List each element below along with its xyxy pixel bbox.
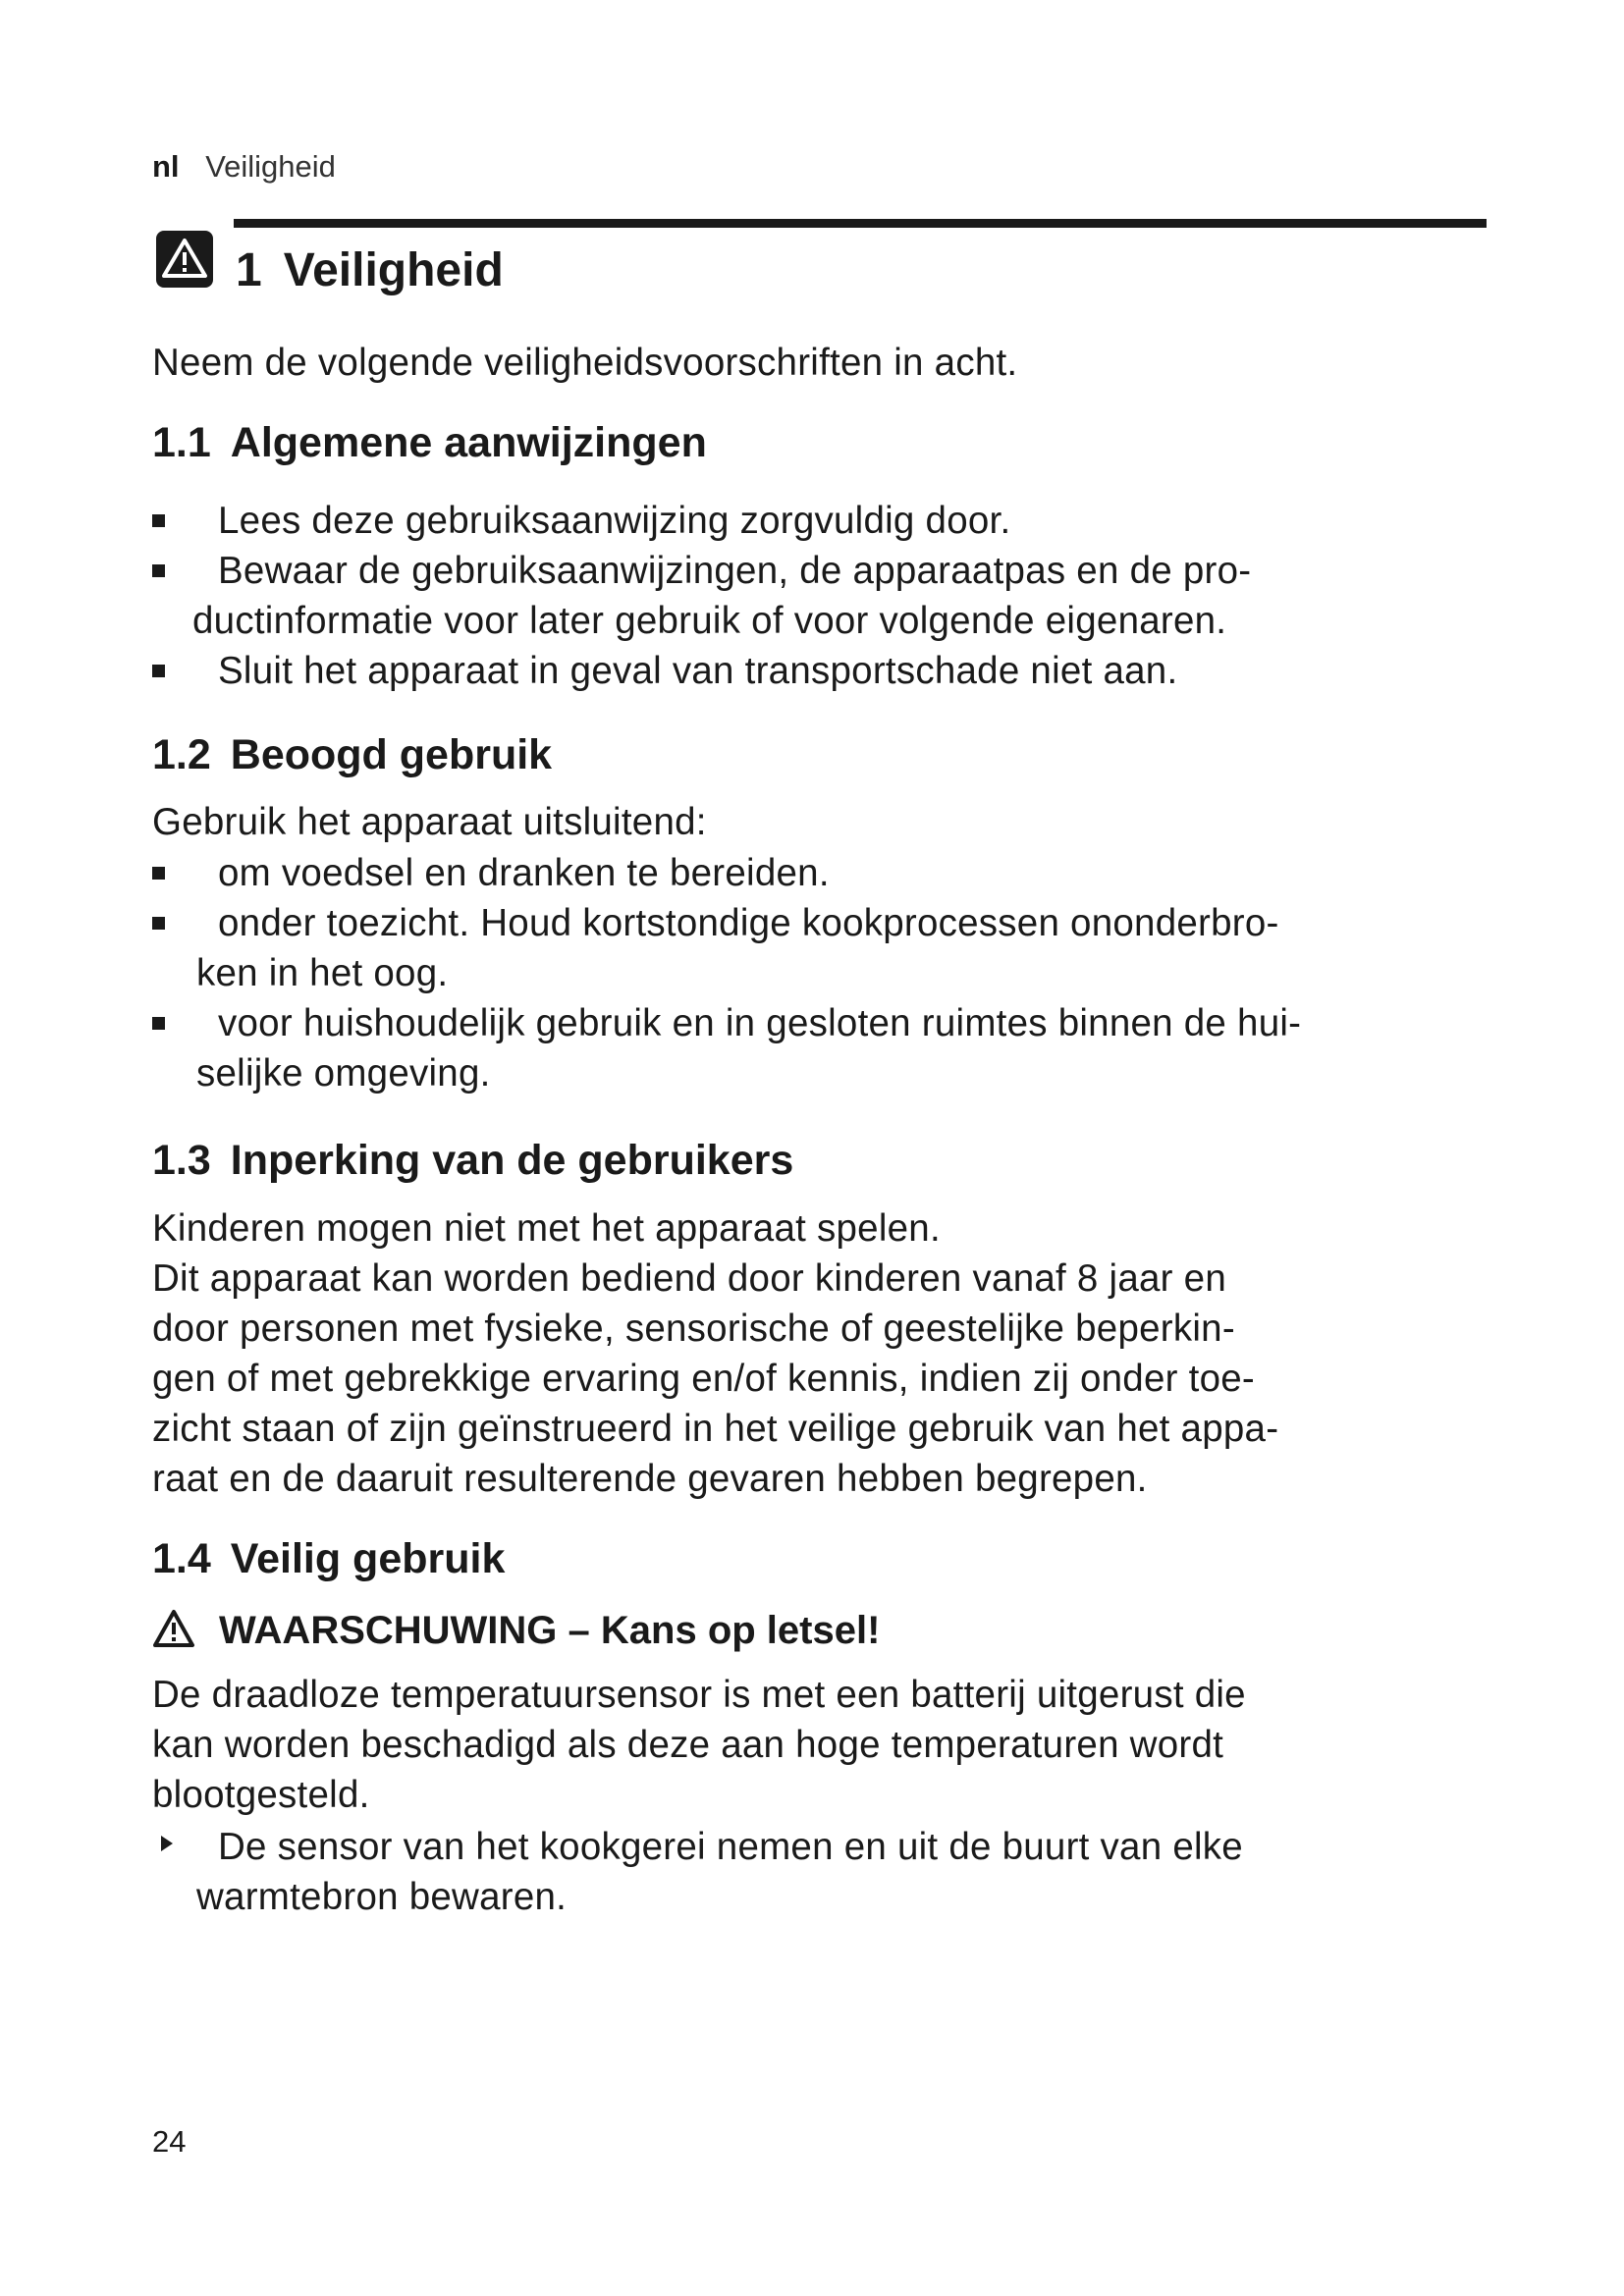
bullet-square-icon (152, 1017, 165, 1030)
list-item-text: Lees deze gebruiksaanwijzing zorgvuldig door. (218, 500, 1011, 542)
bullet-square-icon (152, 867, 165, 880)
list-item-text: selijke omgeving. (196, 1052, 491, 1095)
list-item-continuation (152, 948, 1527, 998)
section-number: 1.3 (152, 1137, 211, 1184)
chapter-title (236, 241, 504, 300)
intended-use-list (152, 848, 1527, 1098)
page-number: 24 (152, 2124, 187, 2159)
section-heading-1-2 (152, 727, 552, 782)
bullet-square-icon (152, 917, 165, 930)
text-line: raat en de daaruit resulterende gevaren hebben begrepen. (152, 1458, 1148, 1500)
bullet-square-icon (152, 514, 165, 527)
text-line: gen of met gebrekkige ervaring en/of kennis, indien zij onder toe- (152, 1358, 1255, 1400)
list-item-text: ductinformatie voor later gebruik of voor volgende eigenaren. (192, 600, 1227, 642)
list-item-text: voor huishoudelijk gebruik en in gesloten ruimtes binnen de hui- (218, 1002, 1302, 1044)
running-header-section: Veiligheid (205, 149, 336, 184)
section-heading-1-1 (152, 415, 707, 470)
section-title: Algemene aanwijzingen (230, 419, 707, 466)
bullet-square-icon (152, 564, 165, 577)
language-code: nl (152, 149, 180, 184)
text-line: door personen met fysieke, sensorische of geestelijke beperkin- (152, 1308, 1235, 1350)
text-line: De draadloze temperatuursensor is met een batterij uitgerust die (152, 1674, 1246, 1716)
section-number: 1.1 (152, 419, 211, 466)
section-title: Inperking van de gebruikers (230, 1137, 794, 1184)
text-line: Dit apparaat kan worden bediend door kinderen vanaf 8 jaar en (152, 1257, 1226, 1300)
list-item (152, 496, 1527, 546)
warning-triangle-icon (152, 1609, 195, 1648)
list-item-text: Sluit het apparaat in geval van transportschade niet aan. (218, 650, 1178, 692)
step-arrow-icon (161, 1836, 173, 1851)
list-item-text: onder toezicht. Houd kortstondige kookprocessen ononderbro- (218, 902, 1279, 944)
list-item (152, 646, 1527, 696)
safe-use-text (152, 1670, 1507, 1820)
list-item (152, 546, 1527, 596)
chapter-intro: Neem de volgende veiligheidsvoorschriften in acht. (152, 342, 1018, 384)
text-line: zicht staan of zijn geïnstrueerd in het veilige gebruik van het appa- (152, 1408, 1279, 1450)
list-item-continuation (152, 596, 1527, 646)
chapter-rule (234, 219, 1487, 228)
step-text-continuation: warmtebron bewaren. (196, 1876, 568, 1918)
list-item-text: Bewaar de gebruiksaanwijzingen, de apparaatpas en de pro- (218, 550, 1252, 592)
list-item (152, 998, 1527, 1048)
general-instructions-list (152, 496, 1527, 696)
user-restrictions-text (152, 1203, 1507, 1504)
section-heading-1-3 (152, 1133, 793, 1188)
section-title: Beoogd gebruik (230, 731, 553, 778)
section-title: Veilig gebruik (230, 1535, 506, 1582)
text-line: blootgesteld. (152, 1774, 370, 1816)
chapter-number: 1 (236, 244, 262, 296)
list-item (152, 848, 1527, 898)
warning-label: WAARSCHUWING – Kans op letsel! (219, 1609, 881, 1652)
list-item-text: ken in het oog. (196, 952, 449, 994)
warning-triangle-box-icon (154, 229, 215, 290)
running-header (152, 147, 336, 187)
section-number: 1.2 (152, 731, 211, 778)
instruction-step (152, 1822, 1527, 1922)
section-heading-1-4 (152, 1531, 505, 1586)
step-text: De sensor van het kookgerei nemen en uit de buurt van elke (218, 1826, 1243, 1868)
list-item (152, 898, 1527, 948)
intended-use-intro: Gebruik het apparaat uitsluitend: (152, 801, 707, 843)
bullet-square-icon (152, 665, 165, 677)
text-line: Kinderen mogen niet met het apparaat spelen. (152, 1207, 941, 1250)
list-item-continuation (152, 1048, 1527, 1098)
chapter-title-text: Veiligheid (283, 244, 504, 296)
text-line: kan worden beschadigd als deze aan hoge temperaturen wordt (152, 1724, 1224, 1766)
warning-notice (152, 1605, 880, 1656)
section-number: 1.4 (152, 1535, 211, 1582)
list-item-text: om voedsel en dranken te bereiden. (218, 852, 830, 894)
